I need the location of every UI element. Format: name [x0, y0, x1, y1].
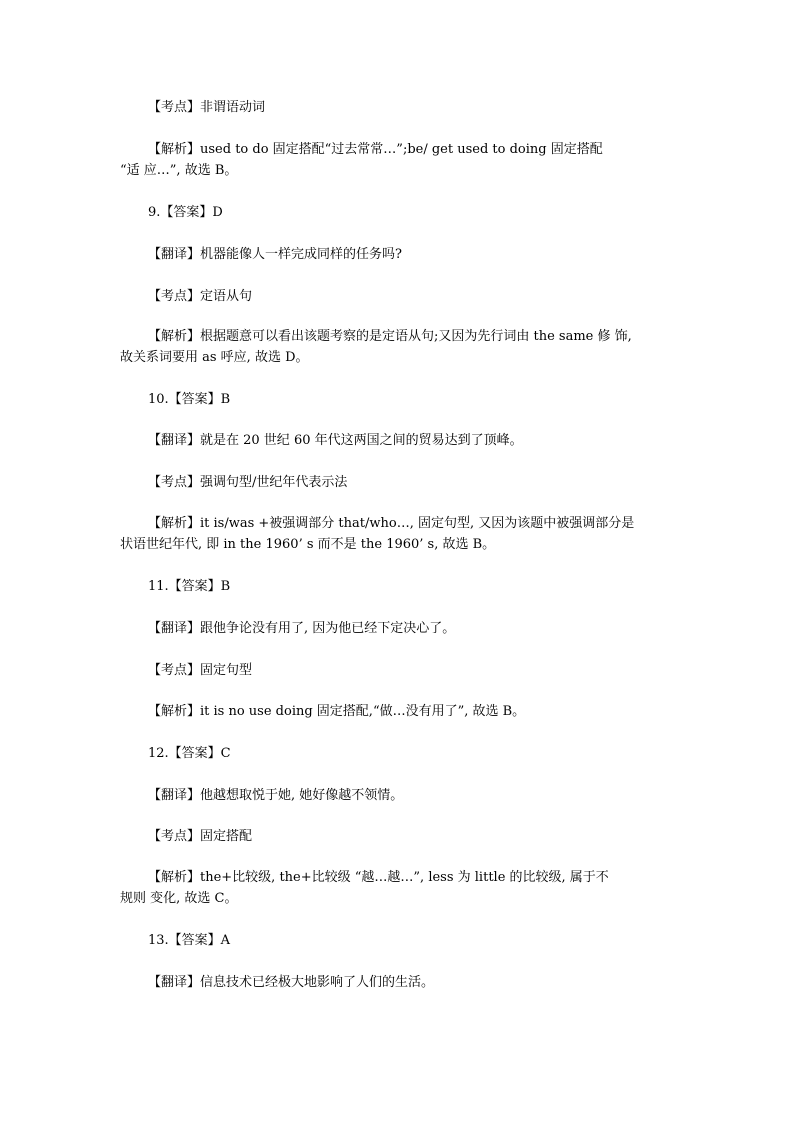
analysis-line-1: 【解析】根据题意可以看出该题考察的是定语从句;又因为先行词由 the same 修 饰, [148, 329, 632, 344]
point-label: 【考点】强调句型/世纪年代表示法 [148, 475, 348, 490]
analysis-label: 【解析】it is no use doing 固定搭配,“做…没有用了”, 故选 B。 [148, 704, 526, 719]
answer-label: 9.【答案】D [148, 205, 223, 220]
point-label: 【考点】固定句型 [148, 663, 253, 678]
analysis-line-1: 【解析】the+比较级, the+比较级 “越…越…”, less 为 little 的比较级, 属于不 [148, 870, 609, 885]
analysis-line-2: “适 应…”, 故选 B。 [120, 163, 238, 178]
translation-label: 【翻译】他越想取悦于她, 她好像越不领情。 [148, 788, 404, 803]
answer-label: 13.【答案】A [148, 933, 231, 948]
analysis-line-2: 状语世纪年代, 即 in the 1960’ s 而不是 the 1960’ s, 故选 B。 [120, 537, 496, 552]
answer-label: 11.【答案】B [148, 579, 231, 594]
translation-label: 【翻译】机器能像人一样完成同样的任务吗? [148, 247, 402, 262]
answer-label: 12.【答案】C [148, 746, 231, 761]
analysis-line-2: 规则 变化, 故选 C。 [120, 891, 238, 906]
answer-label: 10.【答案】B [148, 392, 231, 407]
translation-label: 【翻译】跟他争论没有用了, 因为他已经下定决心了。 [148, 621, 456, 636]
point-label: 【考点】固定搭配 [148, 829, 253, 844]
translation-label: 【翻译】就是在 20 世纪 60 年代这两国之间的贸易达到了顶峰。 [148, 433, 523, 448]
analysis-line-1: 【解析】used to do 固定搭配“过去常常…”;be/ get used to doing 固定搭配 [148, 142, 603, 157]
point-label: 【考点】非谓语动词 [148, 100, 266, 115]
analysis-line-2: 故关系词要用 as 呼应, 故选 D。 [120, 350, 309, 365]
translation-label: 【翻译】信息技术已经极大地影响了人们的生活。 [148, 975, 435, 990]
analysis-line-1: 【解析】it is/was +被强调部分 that/who…, 固定句型, 又因为该题中被强调部分是 [148, 516, 635, 531]
point-label: 【考点】定语从句 [148, 289, 253, 304]
